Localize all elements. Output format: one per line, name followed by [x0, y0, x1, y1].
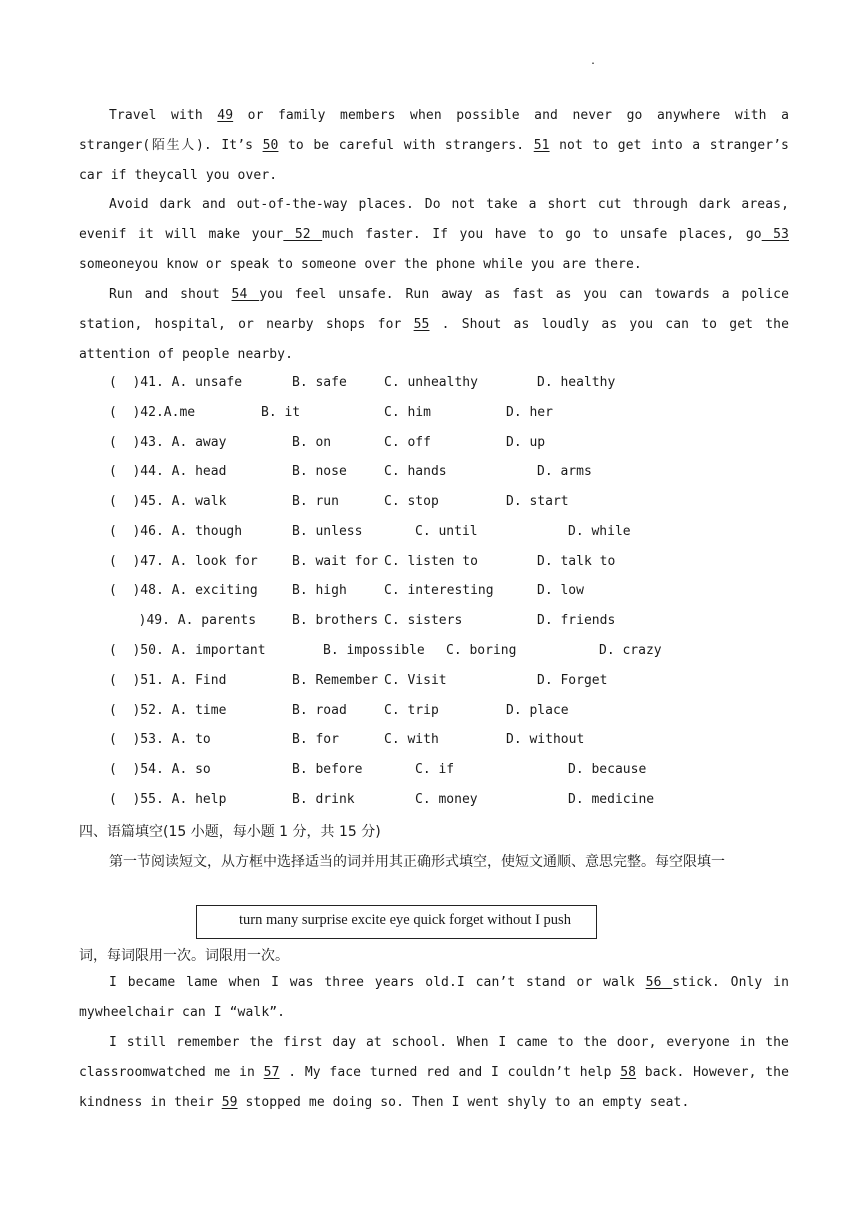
blank-50: 50 [262, 137, 279, 153]
option-c: C. unhealthy [384, 375, 478, 390]
text: not to get into a stranger’s car if theycall you over. [79, 137, 789, 183]
question-number-option-a: ( )52. A. time [109, 703, 227, 718]
option-b: B. unless [292, 524, 363, 539]
text: . Shout as loudly as you can to get the attention of people nearby. [79, 316, 790, 362]
option-c: C. until [415, 524, 478, 539]
text: someoneyou know or speak to someone over the phone while you are there. [79, 256, 642, 272]
option-c: C. boring [446, 643, 517, 658]
blank-56: 56 [645, 975, 673, 990]
blank-53: 53 [761, 226, 789, 242]
option-c: C. with [384, 732, 439, 747]
question-number-option-a: )49. A. parents [123, 613, 257, 628]
text: or family members when possible and never go anywhere with a stranger(陌生人). It’s [79, 108, 789, 153]
text: to be careful with strangers. [278, 137, 534, 153]
blank-59: 59 [221, 1094, 238, 1110]
blank-55: 55 [413, 316, 430, 332]
question-number-option-a: ( )44. A. head [109, 464, 227, 479]
option-b: B. brothers [292, 613, 379, 628]
text: Run and shout [109, 287, 232, 302]
option-c: C. trip [384, 703, 439, 718]
blank-52: 52 [283, 226, 323, 242]
option-b: B. impossible [323, 643, 425, 658]
option-c: C. Visit [384, 673, 447, 688]
option-d: D. start [506, 494, 569, 509]
passage1-paragraph1 [79, 101, 789, 190]
text: Travel with [109, 108, 218, 123]
option-d: D. medicine [568, 792, 655, 807]
option-d: D. up [506, 435, 546, 450]
option-d: D. place [506, 703, 569, 718]
question-number-option-a: ( )43. A. away [109, 435, 227, 450]
question-number-option-a: ( )50. A. important [109, 643, 266, 658]
text: you feel unsafe. Run away as fast as you can towards a police station, hospital, or nearby shops for [79, 287, 789, 332]
option-c: C. interesting [384, 583, 494, 598]
option-b: B. wait for [292, 554, 379, 569]
question-number-option-a: ( )46. A. though [109, 524, 243, 539]
question-number-option-a: ( )41. A. unsafe [109, 375, 243, 390]
section-heading: 四、语篇填空(15 小题，每小题 1 分，共 15 分) [79, 824, 381, 840]
question-number-option-a: ( )45. A. walk [109, 494, 227, 509]
blank-58: 58 [620, 1064, 637, 1080]
blank-54: 54 [231, 287, 260, 302]
word-box-words: turn many surprise excite eye quick forget without I push [239, 912, 571, 928]
question-number-option-a: ( )51. A. Find [109, 673, 227, 688]
question-number-option-a: ( )47. A. look for [109, 554, 258, 569]
option-d: D. while [568, 524, 631, 539]
question-number-option-a: ( )42.A.me [109, 405, 196, 420]
option-d: D. her [506, 405, 553, 420]
option-b: B. run [292, 494, 339, 509]
option-d: D. without [506, 732, 585, 747]
question-number-option-a: ( )48. A. exciting [109, 583, 258, 598]
option-c: C. if [415, 762, 455, 777]
passage2-paragraph1 [79, 968, 789, 1028]
option-b: B. for [292, 732, 339, 747]
option-d: D. crazy [599, 643, 662, 658]
option-c: C. off [384, 435, 431, 450]
option-b: B. Remember [292, 673, 379, 688]
option-c: C. hands [384, 464, 447, 479]
instruction-line2: 词，每词限用一次。词限用一次。 [79, 948, 289, 964]
option-c: C. money [415, 792, 478, 807]
option-b: B. high [292, 583, 347, 598]
option-c: C. him [384, 405, 431, 420]
option-b: B. nose [292, 464, 347, 479]
question-number-option-a: ( )54. A. so [109, 762, 211, 777]
question-number-option-a: ( )53. A. to [109, 732, 211, 747]
page-marker: . [590, 56, 597, 67]
text: stick. Only in mywheelchair can I “walk”. [79, 975, 790, 1020]
option-b: B. road [292, 703, 347, 718]
text: stopped me doing so. Then I went shyly to an empty seat. [237, 1094, 690, 1110]
blank-57: 57 [263, 1064, 280, 1080]
option-c: C. sisters [384, 613, 463, 628]
option-d: D. low [537, 583, 584, 598]
text: much faster. If you have to go to unsafe places, go [322, 226, 762, 242]
question-number-option-a: ( )55. A. help [109, 792, 227, 807]
text: I still remember the first day at school. When I came to the door, everyone in the classroomwatched me in [79, 1035, 789, 1080]
option-c: C. stop [384, 494, 439, 509]
option-b: B. before [292, 762, 363, 777]
blank-51: 51 [533, 137, 550, 153]
passage1-paragraph2 [79, 190, 789, 279]
text: Avoid dark and out-of-the-way places. Do not take a short cut through dark areas, evenif it will make your [79, 197, 789, 242]
blank-49: 49 [217, 108, 234, 123]
text: . My face turned red and I couldn’t help [279, 1064, 621, 1080]
option-d: D. friends [537, 613, 616, 628]
option-d: D. because [568, 762, 647, 777]
text: back. However, the kindness in their [79, 1064, 789, 1110]
option-d: D. healthy [537, 375, 616, 390]
passage1-paragraph3 [79, 280, 789, 369]
option-c: C. listen to [384, 554, 478, 569]
option-d: D. Forget [537, 673, 608, 688]
option-b: B. it [261, 405, 301, 420]
option-b: B. drink [292, 792, 355, 807]
text: I became lame when I was three years old.I can’t stand or walk [109, 975, 646, 990]
option-d: D. arms [537, 464, 592, 479]
word-box [196, 905, 597, 939]
option-b: B. safe [292, 375, 347, 390]
instruction-line1: 第一节阅读短文，从方框中选择适当的词并用其正确形式填空，使短文通顺、意思完整。每空限填一 [109, 854, 725, 870]
passage2-paragraph2 [79, 1028, 789, 1117]
option-d: D. talk to [537, 554, 616, 569]
option-b: B. on [292, 435, 332, 450]
